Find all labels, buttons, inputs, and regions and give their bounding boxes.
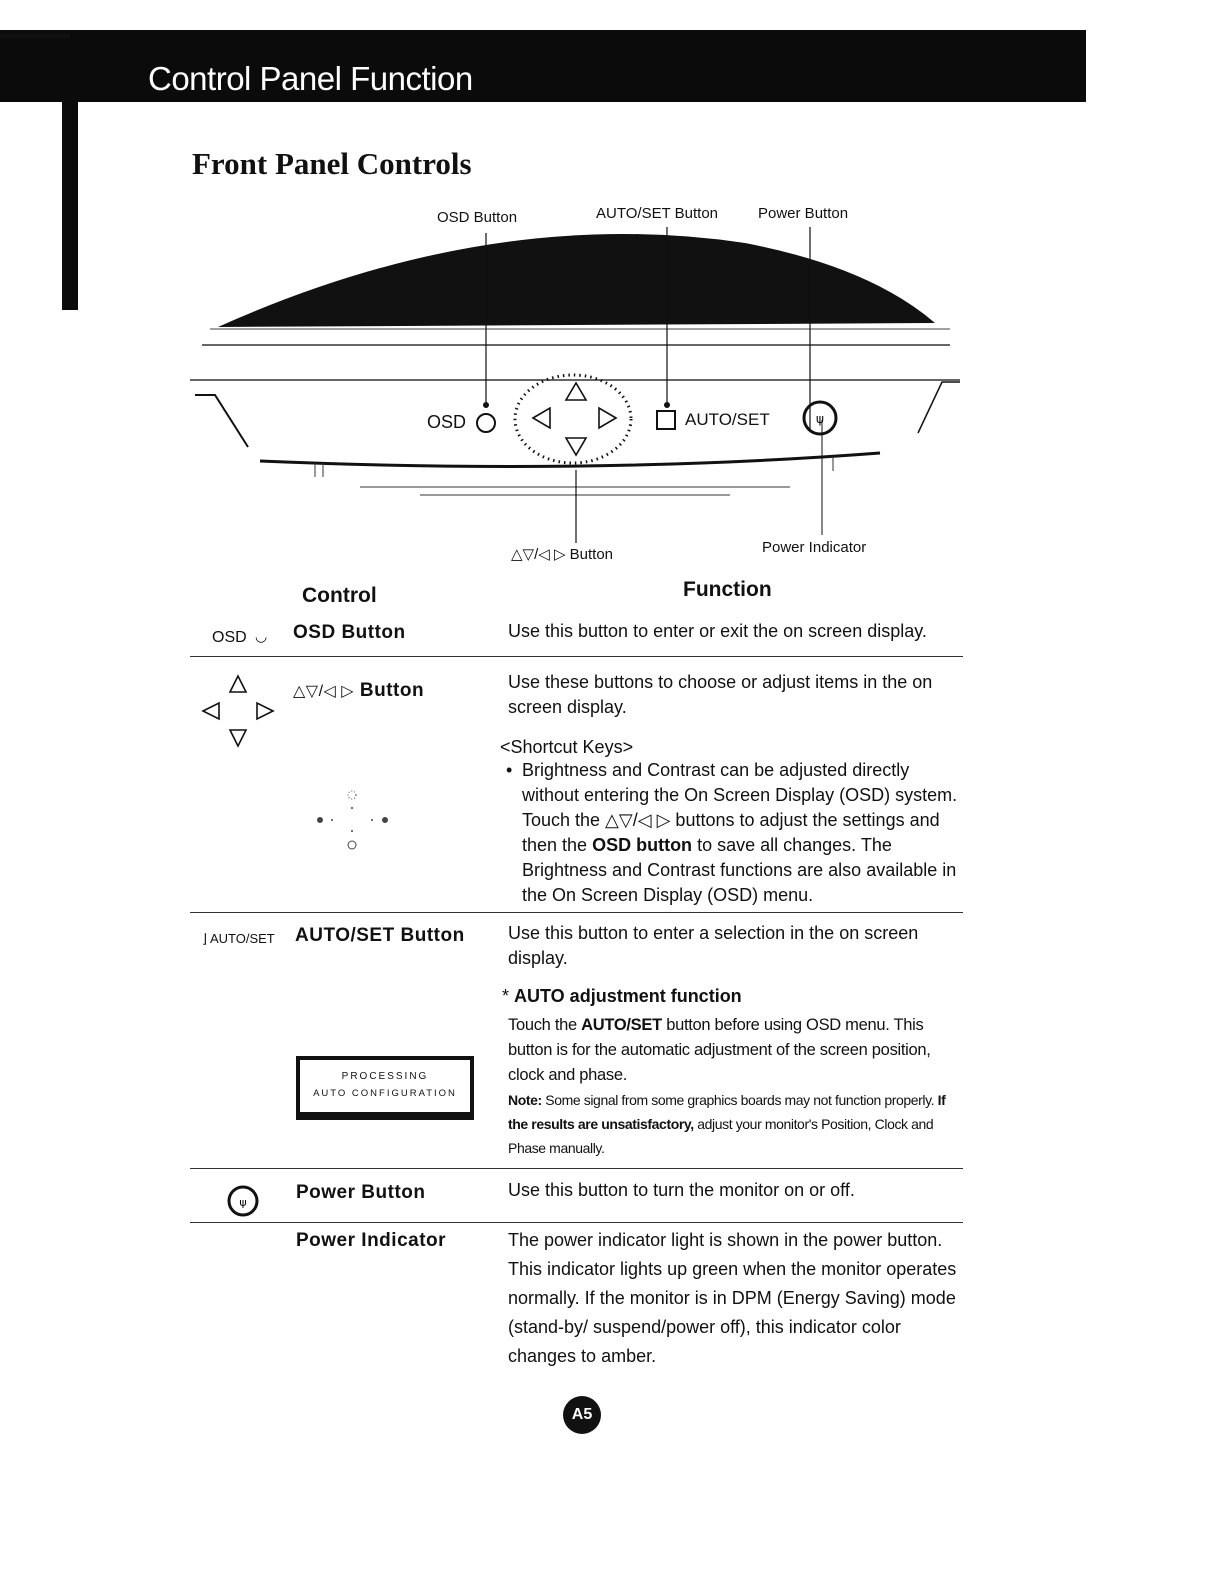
- callout-power-indicator: Power Indicator: [762, 539, 867, 556]
- indicator-row-description: The power indicator light is shown in the power button. This indicator lights up green when the monitor operates normally. If the monitor is in DPM (Energy Saving) mode (stand-by/ suspend/power off), this indicator color changes to amber.: [508, 1230, 957, 1366]
- power-row-description: Use this button to turn the monitor on or off.: [508, 1180, 855, 1200]
- left-arrow-icon: [533, 408, 550, 428]
- shortcut-list-container: [502, 758, 962, 908]
- auto-adjustment-note: Note: Some signal from some graphics boards may not function properly. If the results are unsatisfactory, adjust your monitor's Position, Clock and Phase manually.: [508, 1092, 946, 1156]
- autoset-row-icon-label: ⌋ AUTO/SET: [202, 931, 275, 946]
- autoset-square-icon: [657, 411, 675, 429]
- arrows-row-name: △▽/◁ ▷ Button: [293, 680, 425, 701]
- shortcut-heading: <Shortcut Keys>: [500, 737, 634, 757]
- page-number-badge: A5: [563, 1396, 601, 1434]
- osd-small-icon: ◡: [255, 628, 268, 644]
- right-arrow-icon: [599, 408, 616, 428]
- down-arrow-icon: [566, 438, 586, 455]
- section-title: Front Panel Controls: [192, 146, 472, 181]
- row-divider: [190, 656, 963, 657]
- row-divider: [190, 912, 963, 913]
- column-header-control: Control: [302, 584, 377, 607]
- front-panel-diagram: [190, 225, 970, 545]
- power-row-name: Power Button: [296, 1182, 426, 1203]
- monitor-top-housing: [218, 234, 935, 327]
- shortcut-item: • Brightness and Contrast can be adjusted directly without entering the On Screen Display (OSD) system. Touch the △▽/◁ ▷ buttons to adjust the settings and then the OSD button to save all changes. The Brightness and Contrast functions are also available in the On Screen Display (OSD) menu.: [522, 758, 962, 908]
- processing-label: PROCESSING: [341, 1071, 429, 1082]
- arrows-row-description: Use these buttons to choose or adjust items in the on screen display.: [508, 672, 933, 717]
- osd-row-icon-label: OSD: [212, 629, 247, 646]
- svg-text:ψ: ψ: [816, 412, 824, 426]
- callout-osd-button: OSD Button: [437, 209, 518, 226]
- auto-adjustment-text: Touch the AUTO/SET button before using OSD menu. This button is for the automatic adjustment of the screen position, clock and phase.: [508, 1016, 931, 1084]
- up-arrow-icon: [566, 383, 586, 400]
- page-header-title: Control Panel Function: [148, 60, 473, 97]
- autoset-row-name: AUTO/SET Button: [295, 925, 465, 946]
- osd-button-icon: [477, 414, 495, 432]
- power-row-icon: [225, 1183, 261, 1219]
- header-left-edge: [0, 34, 70, 38]
- brightness-contrast-icon: [312, 785, 412, 855]
- osd-row-description: Use this button to enter or exit the on screen display.: [508, 621, 927, 641]
- indicator-row-name: Power Indicator: [296, 1230, 447, 1251]
- column-header-function: Function: [683, 578, 772, 601]
- panel-label-osd: OSD: [427, 412, 467, 432]
- side-strip: [62, 100, 78, 310]
- processing-auto-configuration-box: [296, 1056, 474, 1120]
- callout-autoset-button: AUTO/SET Button: [596, 205, 718, 222]
- callout-arrow-buttons: △▽/◁ ▷ Button: [511, 546, 614, 563]
- callout-power-button: Power Button: [758, 205, 849, 222]
- auto-adjustment-heading: * AUTO adjustment function: [502, 986, 742, 1006]
- row-divider: [190, 1222, 963, 1223]
- svg-text:ψ: ψ: [239, 1196, 247, 1209]
- row-divider: [190, 1168, 963, 1169]
- autoset-row-description: Use this button to enter a selection in the on screen display.: [508, 923, 919, 968]
- auto-configuration-label: AUTO CONFIGURATION: [313, 1088, 457, 1099]
- osd-row-name: OSD Button: [293, 622, 406, 643]
- panel-label-autoset: AUTO/SET: [685, 410, 770, 429]
- arrow-keys-icon: [200, 672, 280, 752]
